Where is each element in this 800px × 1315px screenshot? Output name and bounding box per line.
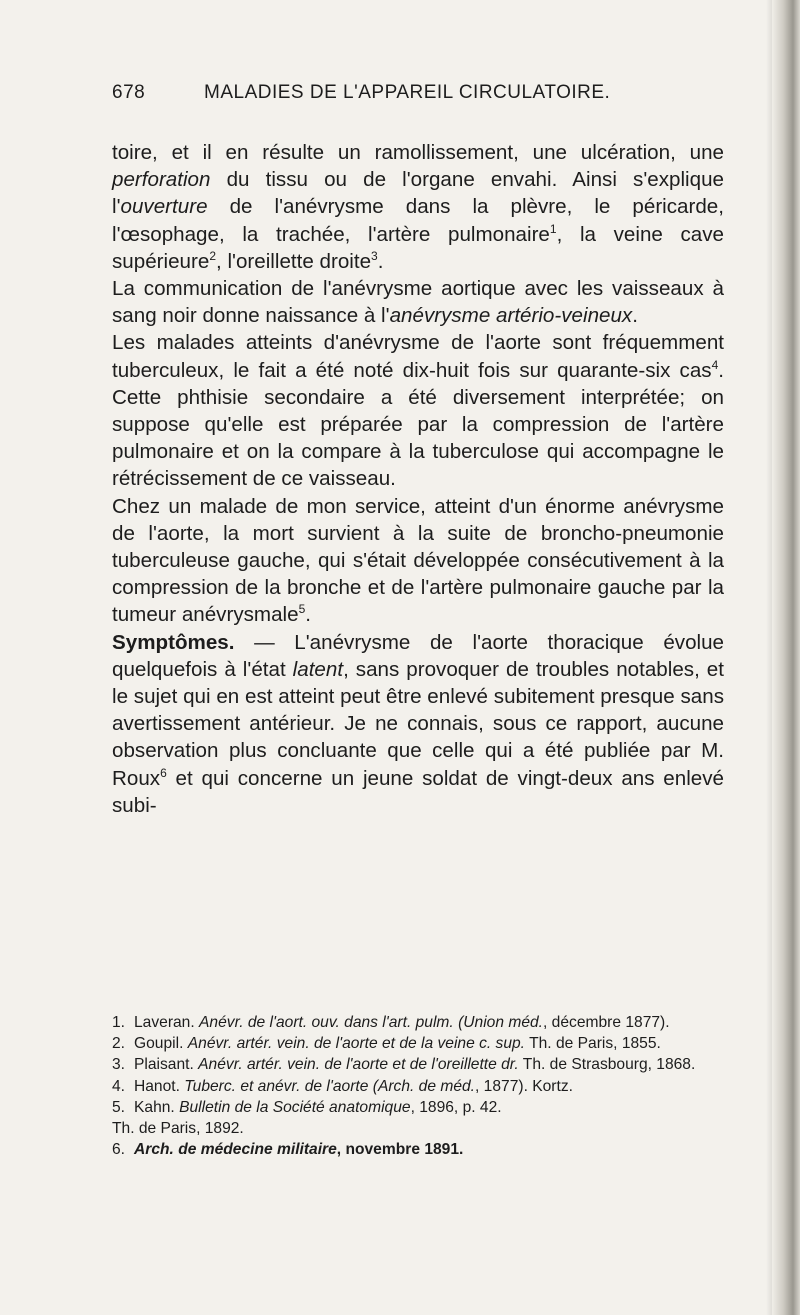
paragraph-1 — [112, 139, 724, 275]
page-edge — [772, 0, 800, 1315]
text-run: Chez un malade de mon service, atteint d'un énorme anévrysme de l'aorte, la mort survient à la suite de broncho-pneumonie tuberculeuse gauche, qui s'était développée consécutivement à la compression de la bronche et de l'artère pulmonaire gauche par la tumeur anévrysmale — [112, 494, 724, 627]
text-run: , l'oreillette droite — [216, 249, 372, 273]
body-text — [112, 139, 724, 819]
text-run: — L'anévrysme de l'aorte thoracique évolue quelquefois à l'état — [112, 630, 724, 681]
footnote-title: Anévr. artér. vein. de l'aorte et de l'oreillette dr. — [198, 1056, 519, 1074]
page-header — [112, 82, 724, 106]
footnote-ref: 2 — [209, 248, 216, 263]
page-number: 678 — [112, 82, 146, 103]
footnote-ref: 6 — [160, 765, 167, 780]
footnote-ref: 5 — [298, 602, 306, 617]
footnote-4 — [112, 1076, 724, 1097]
footnote-title: Anévr. de l'aort. ouv. dans l'art. pulm. (Union méd. — [199, 1014, 544, 1031]
paragraph-2 — [112, 275, 724, 329]
footnote-number: 1. — [112, 1014, 126, 1031]
footnote-text: Th. de Paris, 1892. — [112, 1120, 244, 1138]
footnote-title: Anévr. artér. vein. de l'aorte et de la veine c. sup. — [187, 1035, 526, 1053]
footnote-6 — [112, 1139, 724, 1160]
footnote-title: Bulletin de la Société anatomique — [179, 1098, 411, 1116]
text-run: , sans provoquer de troubles notables, et le sujet qui en est atteint peut être enlevé subitement presque sans avertissement antérieur. Je ne connais, sous ce rapport, aucune observation plus concluante que celle qui a été publiée par M. Roux — [112, 657, 724, 790]
footnote-author: Laveran. — [134, 1014, 200, 1031]
footnote-2 — [112, 1033, 724, 1054]
text-run: , la veine cave supérieure — [112, 222, 724, 273]
running-title: MALADIES DE L'APPAREIL CIRCULATOIRE. — [204, 82, 611, 103]
footnote-text: , novembre 1891. — [336, 1141, 464, 1159]
text-run: La communication de l'anévrysme aortique avec les vaisseaux à sang noir donne naissance à l' — [112, 277, 724, 328]
footnote-author: Plaisant. — [134, 1056, 199, 1074]
text-run: du tissu ou de l'organe envahi. Ainsi s'explique l' — [112, 168, 724, 219]
text-run: et qui concerne un jeune soldat de vingt-deux ans enlevé subi- — [112, 766, 724, 817]
footnote-text: Th. de Strasbourg, 1868. — [518, 1056, 696, 1074]
paragraph-5 — [112, 629, 724, 819]
footnote-number: 5. — [112, 1098, 126, 1116]
footnote-number: 2. — [112, 1035, 126, 1053]
footnote-3 — [112, 1054, 724, 1075]
footnotes — [112, 1012, 724, 1160]
footnote-ref: 3 — [371, 248, 378, 263]
text-run: toire, et il en résulte un ramollissement, une ulcération, une — [112, 141, 724, 164]
text-run: . — [632, 304, 638, 328]
section-heading: Symptômes. — [112, 630, 235, 654]
footnote-author: Hanot. — [134, 1077, 185, 1095]
italic-term: perforation — [112, 168, 211, 192]
footnote-text: , décembre 1877). — [543, 1014, 670, 1031]
footnote-author: Kahn. — [134, 1098, 180, 1116]
italic-term: latent — [292, 657, 344, 681]
text-run: . — [377, 249, 384, 273]
footnote-ref: 4 — [711, 357, 719, 372]
footnote-title: Arch. de médecine militaire — [134, 1141, 337, 1159]
footnote-text: , 1877). Kortz. — [475, 1077, 573, 1095]
footnote-number: 4. — [112, 1077, 126, 1095]
footnote-5 — [112, 1097, 724, 1118]
italic-term: ouverture — [120, 195, 208, 219]
footnote-text: , 1896, p. 42. — [410, 1098, 502, 1116]
footnote-1 — [112, 1012, 724, 1033]
text-run: Les malades atteints d'anévrysme de l'aorte sont fréquemment tuberculeux, le fait a été noté dix-huit fois sur quarante-six cas — [112, 331, 724, 382]
footnote-number: 3. — [112, 1056, 126, 1074]
paragraph-4 — [112, 493, 724, 629]
footnote-continuation — [112, 1118, 724, 1139]
footnote-number: 6. — [112, 1141, 126, 1159]
footnote-ref: 1 — [549, 221, 557, 236]
footnote-author: Goupil. — [134, 1035, 188, 1053]
text-run: . Cette phthisie secondaire a été diversement interprétée; on suppose qu'elle est préparée par la compression de l'artère pulmonaire et on la compare à la tuberculose qui accompagne le rétrécissement de ce vaisseau. — [112, 358, 724, 491]
italic-term: anévrysme artério-veineux — [389, 304, 633, 328]
footnote-title: Tuberc. et anévr. de l'aorte (Arch. de méd. — [184, 1077, 476, 1095]
text-run: . — [305, 603, 311, 627]
text-run: de l'anévrysme dans la plèvre, le péricarde, l'œsophage, la trachée, l'artère pulmonaire — [112, 195, 724, 246]
footnote-text: Th. de Paris, 1855. — [525, 1035, 661, 1053]
paragraph-3 — [112, 329, 724, 492]
